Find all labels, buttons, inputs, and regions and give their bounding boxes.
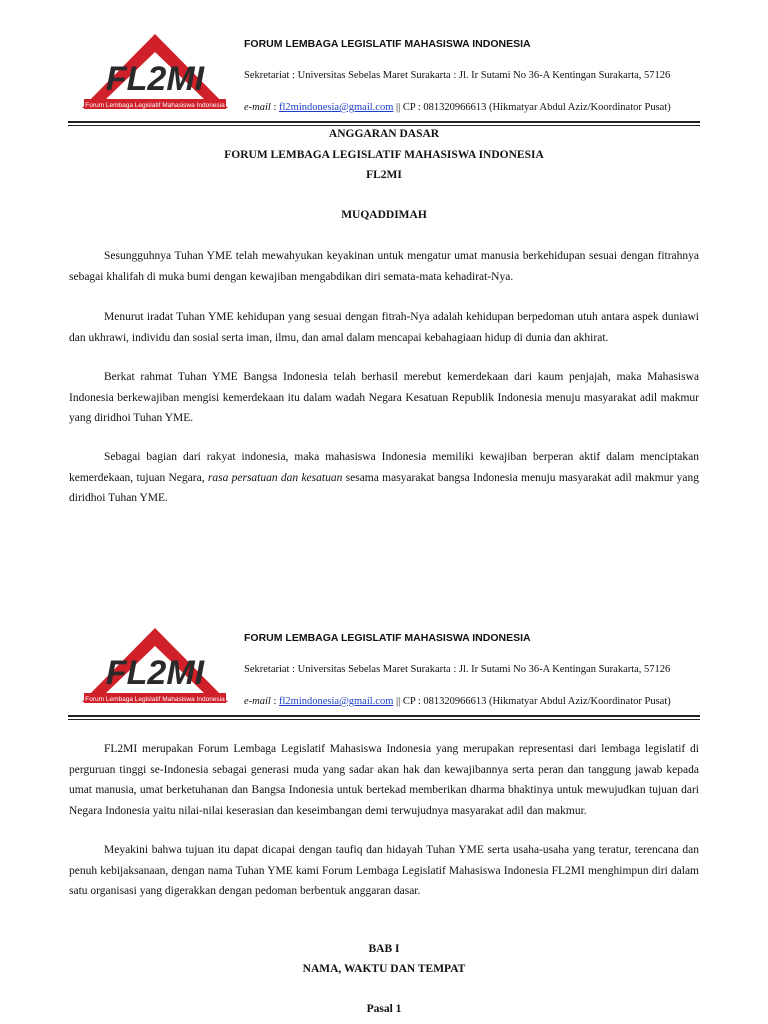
chapter-title: NAMA, WAKTU DAN TEMPAT bbox=[302, 963, 466, 975]
fl2mi-logo bbox=[80, 32, 230, 116]
email-link[interactable]: fl2mindonesia@gmail.com bbox=[279, 102, 394, 113]
logo-subtext: Forum Lembaga Legislatif Mahasiswa Indonesia bbox=[85, 102, 225, 109]
paragraph-4-italic: rasa persatuan dan kesatuan bbox=[207, 471, 343, 484]
email-label: e-mail bbox=[244, 102, 271, 113]
contact-line bbox=[244, 696, 671, 707]
email-separator: : bbox=[270, 696, 279, 707]
paragraph-1: Sesungguhnya Tuhan YME telah mewahyukan keyakinan untuk mengatur umat manusia berkehidupan sesuai dengan fitrahnya sebagai khalifah di muka bumi dengan kewajiban mengabdikan diri semata-mata kehadirat-Nya. bbox=[69, 250, 699, 283]
logo-text: FL2MI bbox=[105, 654, 205, 692]
contact-line bbox=[244, 102, 671, 113]
header-divider-thin bbox=[68, 125, 700, 126]
doc-title: ANGGARAN DASAR bbox=[328, 128, 440, 140]
paragraph-5: FL2MI merupakan Forum Lembaga Legislatif Mahasiswa Indonesia yang merupakan representasi dari lembaga legislatif di perguruan tinggi se-Indonesia sebagai generasi muda yang sadar akan hak dan kewajibannya serta peran dan tanggung jawab kepada umat manusia, umat berketuhanan dan Bangsa Indonesia untuk bertekad memberikan dharma bhaktinya untuk mewujudkan tujuan dari Negara Indonesia yaitu nilai-nilai keserasian dan keseimbangan demi terwujudnya masyarakat adil dan makmur. bbox=[69, 743, 699, 817]
logo-subtext: Forum Lembaga Legislatif Mahasiswa Indonesia bbox=[85, 696, 225, 703]
doc-subtitle: FORUM LEMBAGA LEGISLATIF MAHASISWA INDONESIA bbox=[224, 149, 544, 161]
chapter-number: BAB I bbox=[368, 943, 400, 955]
paragraph-6: Meyakini bahwa tujuan itu dapat dicapai dengan taufiq dan hidayah Tuhan YME serta usaha-usaha yang teratur, terencana dan penuh kebijaksanaan, dengan nama Tuhan YME kami Forum Lembaga Legislatif Mahasiswa Indonesia FL2MI menghimpun diri dalam satu organisasi yang digerakkan dengan pedoman berbentuk anggaran dasar. bbox=[69, 844, 699, 897]
contact-phone: || CP : 081320966613 (Hikmatyar Abdul Aziz/Koordinator Pusat) bbox=[393, 696, 671, 707]
paragraph-4-text-a: Sebagai bagian dari rakyat indonesia, maka mahasiswa Indonesia memiliki kewajiban berperan aktif dalam menciptakan kemerdekaan, tujuan Negara, bbox=[69, 451, 699, 484]
org-name: FORUM LEMBAGA LEGISLATIF MAHASISWA INDONESIA bbox=[244, 38, 531, 50]
letterhead bbox=[0, 32, 768, 124]
doc-acronym: FL2MI bbox=[366, 169, 402, 181]
email-label: e-mail bbox=[244, 696, 271, 707]
logo-text: FL2MI bbox=[105, 60, 205, 98]
header-divider bbox=[68, 715, 700, 717]
letterhead-page-2 bbox=[0, 626, 768, 718]
org-name: FORUM LEMBAGA LEGISLATIF MAHASISWA INDONESIA bbox=[244, 632, 531, 644]
secretariat-address: Sekretariat : Universitas Sebelas Maret Surakarta : Jl. Ir Sutami No 36-A Kentingan Surakarta, 57126 bbox=[244, 664, 671, 675]
paragraph-3: Berkat rahmat Tuhan YME Bangsa Indonesia telah berhasil merebut kemerdekaan dari kaum penjajah, maka Mahasiswa Indonesia berkewajiban mengisi kemerdekaan itu dalam wadah Negara Kesatuan Republik Indonesia menuju masyarakat adil makmur yang diridhoi Tuhan YME. bbox=[69, 371, 699, 424]
section-heading-muqaddimah: MUQADDIMAH bbox=[341, 209, 427, 221]
contact-phone: || CP : 081320966613 (Hikmatyar Abdul Aziz/Koordinator Pusat) bbox=[393, 102, 671, 113]
email-separator: : bbox=[270, 102, 279, 113]
secretariat-address: Sekretariat : Universitas Sebelas Maret Surakarta : Jl. Ir Sutami No 36-A Kentingan Surakarta, 57126 bbox=[244, 70, 671, 81]
paragraph-4 bbox=[69, 447, 699, 509]
paragraph-2: Menurut iradat Tuhan YME kehidupan yang sesuai dengan fitrah-Nya adalah kehidupan berpedoman utuh antara aspek duniawi dan ukhrawi, individu dan sosial serta iman, ilmu, dan amal dalam mencapai kebahagiaan hidup di dunia dan akhirat. bbox=[69, 311, 699, 344]
fl2mi-logo bbox=[80, 626, 230, 710]
email-link[interactable]: fl2mindonesia@gmail.com bbox=[279, 696, 394, 707]
header-divider-thin bbox=[68, 719, 700, 720]
paragraph-4-text-b: sesama masyarakat bangsa Indonesia menuju masyarakat adil makmur yang diridhoi Tuhan YME. bbox=[69, 471, 699, 504]
header-divider bbox=[68, 121, 700, 123]
article-heading: Pasal 1 bbox=[366, 1003, 402, 1015]
